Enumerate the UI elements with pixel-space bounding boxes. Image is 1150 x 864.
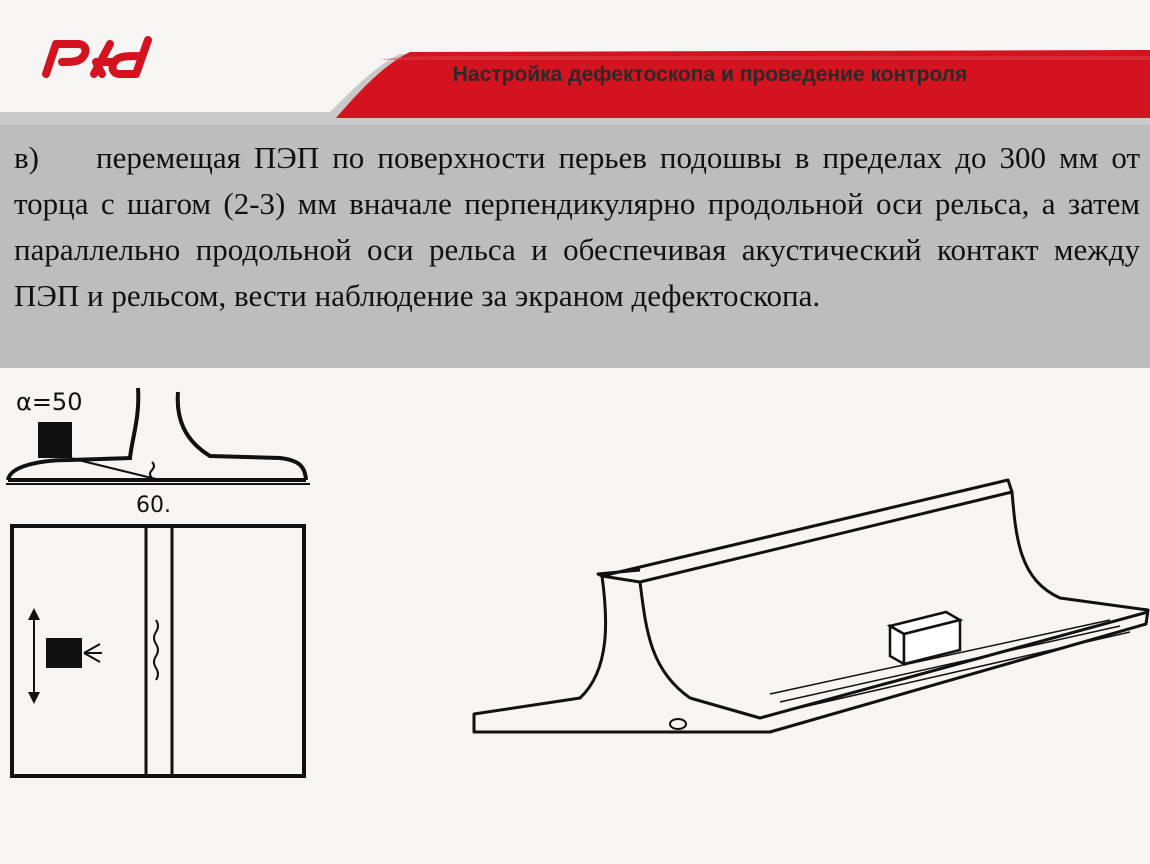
rail-foot-section-diagram xyxy=(0,378,320,518)
list-marker: в) xyxy=(14,140,39,175)
rzd-logo xyxy=(38,30,156,80)
body-text: перемещая ПЭП по поверхности перьев подошвы в пределах до 300 мм от торца с шагом (2-3) мм вначале перпендикулярно продольной оси рельса, а затем параллельно продольной оси рельса и обеспечивая акустический контакт между ПЭП и рельсом, вести наблюдение за экраном дефектоскопа. xyxy=(14,140,1140,313)
angle-label: α=50 xyxy=(16,388,83,416)
rail-3d-diagram xyxy=(460,470,1150,770)
distance-label: 60. xyxy=(136,493,171,518)
body-paragraph xyxy=(14,135,1140,319)
text-box xyxy=(0,125,1150,368)
rail-top-view-diagram xyxy=(0,520,320,780)
slide-title: Настройка дефектоскопа и проведение контроля xyxy=(452,63,968,86)
